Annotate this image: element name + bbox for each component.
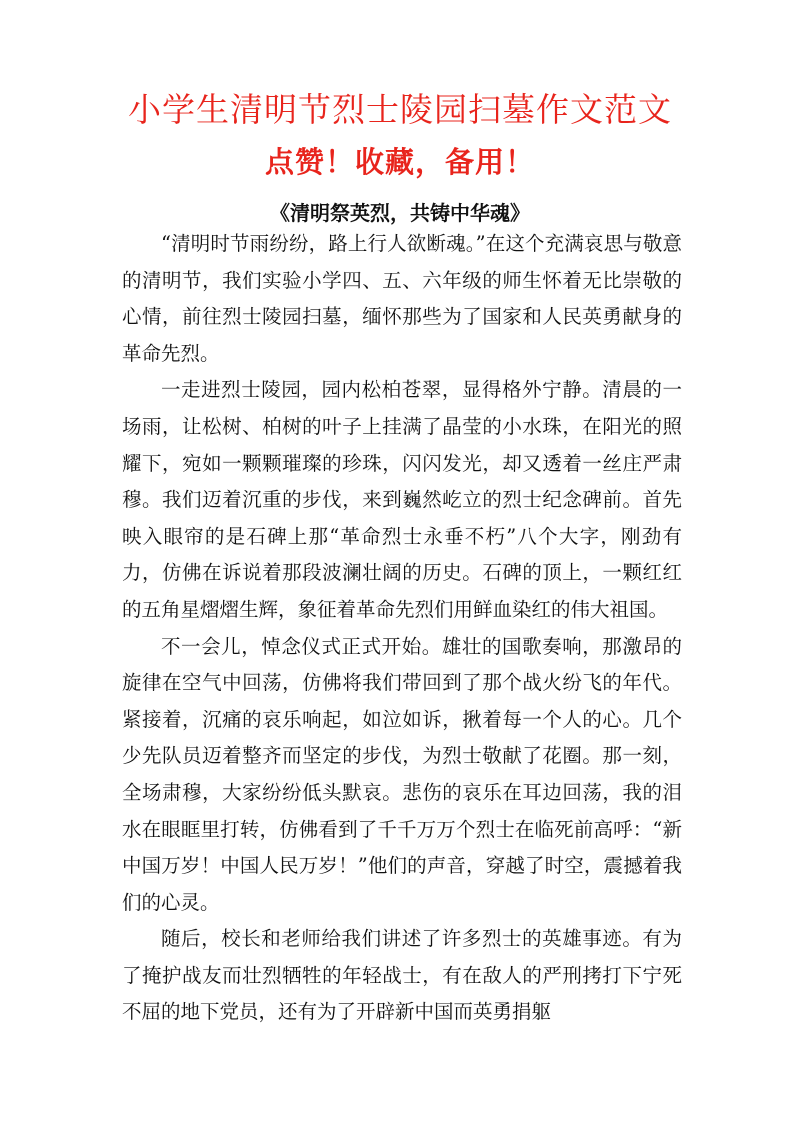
essay-paragraph: 随后，校长和老师给我们讲述了许多烈士的英雄事迹。有为了掩护战友而壮烈牺牲的年轻战士，有在敌人的严刑拷打下宁死不屈的地下党员，还有为了开辟新中国而英勇捐躯 [122, 927, 682, 1024]
essay-paragraph: 一走进烈士陵园，园内松柏苍翠，显得格外宁静。清晨的一场雨，让松树、柏树的叶子上挂满了晶莹的小水珠，在阳光的照耀下，宛如一颗颗璀璨的珍珠，闪闪发光，却又透着一丝庄严肃穆。我们迈着沉重的步伐，来到巍然屹立的烈士纪念碑前。首先映入眼帘的是石碑上那“革命烈士永垂不朽”八个大字，刚劲有力，仿佛在诉说着那段波澜壮阔的历史。石碑的顶上，一颗红红的五角星熠熠生辉，象征着革命先烈们用鲜血染红的伟大祖国。 [122, 378, 682, 621]
document-title: 小学生清明节烈士陵园扫墓作文范文 [128, 90, 672, 129]
essay-body [122, 226, 682, 1031]
essay-title: 《清明祭英烈，共铸中华魂》 [270, 201, 530, 225]
document-subtitle: 点赞！收藏，备用！ [264, 145, 535, 179]
essay-paragraph: 不一会儿，悼念仪式正式开始。雄壮的国歌奏响，那激昂的旋律在空气中回荡，仿佛将我们带回到了那个战火纷飞的年代。紧接着，沉痛的哀乐响起，如泣如诉，揪着每一个人的心。几个少先队员迈着整齐而坚定的步伐，为烈士敬献了花圈。那一刻，全场肃穆，大家纷纷低头默哀。悲伤的哀乐在耳边回荡，我的泪水在眼眶里打转，仿佛看到了千千万万个烈士在临死前高呼：“新中国万岁！中国人民万岁！”他们的声音，穿越了时空，震撼着我们的心灵。 [122, 634, 682, 914]
essay-paragraph: “清明时节雨纷纷，路上行人欲断魂。”在这个充满哀思与敬意的清明节，我们实验小学四、五、六年级的师生怀着无比崇敬的心情，前往烈士陵园扫墓，缅怀那些为了国家和人民英勇献身的革命先烈。 [122, 232, 682, 365]
